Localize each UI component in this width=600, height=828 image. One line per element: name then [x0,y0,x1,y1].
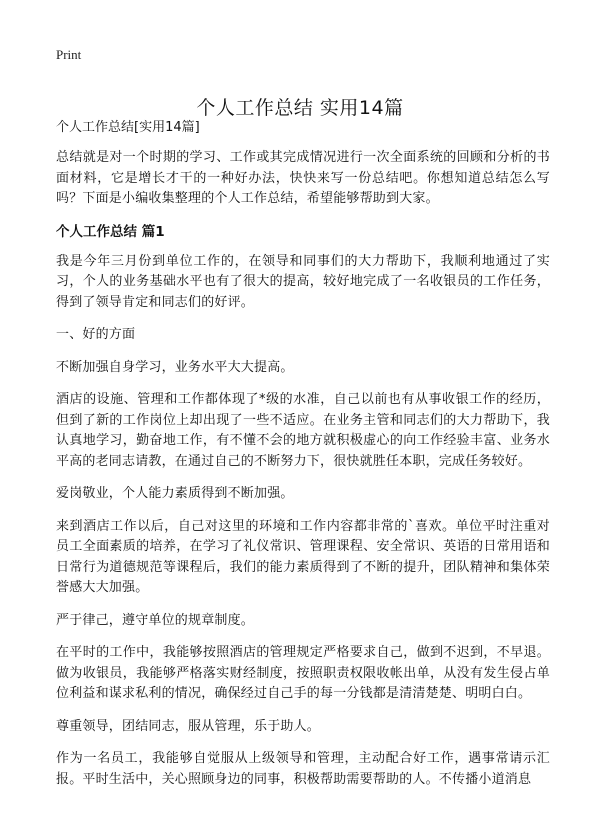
section-title: 个人工作总结 篇1 [56,223,165,240]
paragraph: 作为一名员工，我能够自觉服从上级领导和管理，主动配合好工作，遇事常请示汇报。平时生活中，关心照顾身边的同事，积极帮助需要帮助的人。不传播小道消息 [56,751,550,787]
subheading: 一、好的方面 [56,327,136,342]
paragraph: 爱岗敬业，个人能力素质得到不断加强。 [56,486,294,501]
paragraph: 酒店的设施、管理和工作都体现了*级的水准，自己以前也有从事收银工作的经历，但到了新的工作岗位上却出现了一些不适应。在业务主管和同志们的大力帮助下，我认真地学习，勤奋地工作，有不懂不会的地方就积极虚心的向工作经验丰富、业务水平高的老同志请教，在通过自己的不断努力下，很快就胜任本职，完成任务较好。 [56,392,550,469]
paragraph: 严于律己，遵守单位的规章制度。 [56,612,255,628]
paragraph: 尊重领导，团结同志，服从管理，乐于助人。 [56,718,321,734]
print-label: Print [56,47,82,62]
intro-paragraph: 总结就是对一个时期的学习、工作或其完成情况进行一次全面系统的回顾和分析的书面材料，它是增长才干的一种好办法，快快来写一份总结吧。你想知道总结怎么写吗？下面是小编收集整理的个人工作总结，希望能够帮助到大家。 [56,150,550,206]
page-title: 个人工作总结 实用14篇 [196,96,404,119]
paragraph: 来到酒店工作以后，自己对这里的环境和工作内容都非常的`喜欢。单位平时注重对员工全面素质的培养，在学习了礼仪常识、管理课程、安全常识、英语的日常用语和日常行为道德规范等课程后，我们的能力素质得到了不断的提升，团队精神和集体荣誉感大大加强。 [56,518,550,595]
document-body [56,118,550,802]
paragraph: 在平时的工作中，我能够按照酒店的管理规定严格要求自己，做到不迟到，不早退。做为收银员，我能够严格落实财经制度，按照职责权限收帐出单，从没有发生侵占单位利益和谋求私利的情况，确保经过自己手的每一分钱都是清清楚楚、明明白白。 [56,645,550,701]
paragraph: 我是今年三月份到单位工作的，在领导和同事们的大力帮助下，我顺利地通过了实习，个人的业务基础水平也有了很大的提高，较好地完成了一名收银员的工作任务，得到了领导肯定和同志们的好评。 [56,253,550,310]
paragraph: 不断加强自身学习，业务水平大大提高。 [56,359,294,375]
document-subtitle: 个人工作总结[实用14篇] [56,120,200,135]
